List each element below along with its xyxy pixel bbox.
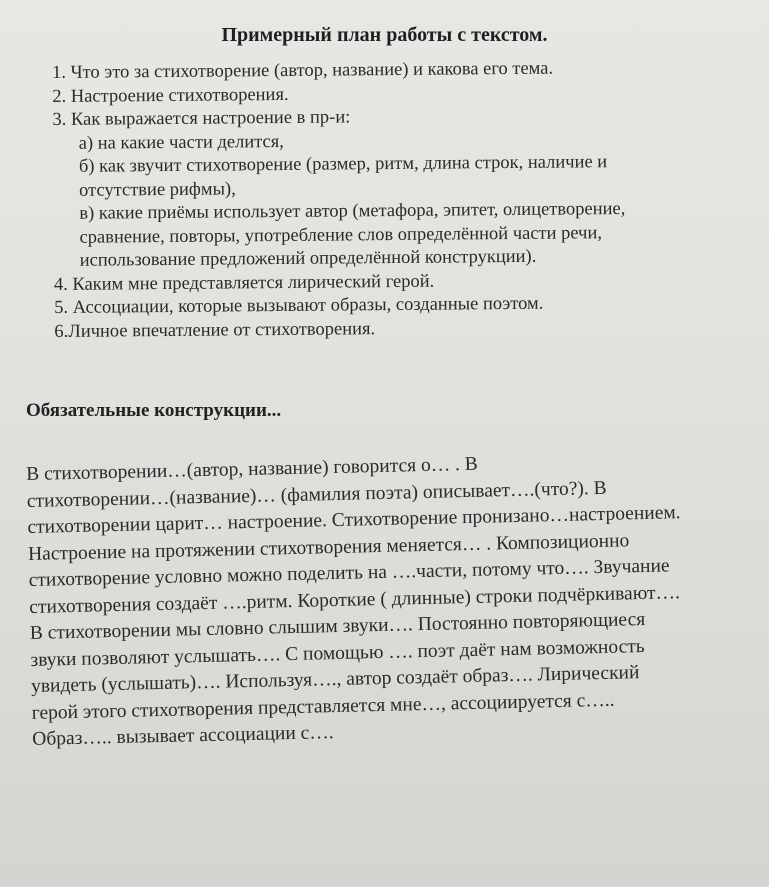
plan-item-2: 2. Настроение стихотворения.: [52, 84, 289, 107]
plan-subitem-a: а) на какие части делится,: [78, 131, 284, 154]
body-line: В стихотворении…(автор, название) говорится о… . В: [26, 453, 479, 485]
plan-subitem-b: б) как звучит стихотворение (размер, ритм, длина строк, наличие и: [78, 152, 608, 177]
plan-item-6: 6.Личное впечатление от стихотворения.: [54, 318, 376, 342]
body-line: стихотворении…(название)… (фамилия поэта) описывает….(что?). В: [26, 477, 607, 512]
body-line: стихотворения создаёт ….ритм. Короткие ( длинные) строки подчёркивают….: [29, 581, 681, 618]
body-paragraph: [26, 445, 762, 753]
plan-subitem-v: в) какие приёмы использует автор (метафора, эпитет, олицетворение,: [79, 199, 626, 224]
plan-subitem-v-cont-1: сравнение, повторы, употребление слов определённой части речи,: [79, 222, 603, 248]
body-line: герой этого стихотворения представляется мне…, ассоциируется с…..: [31, 689, 615, 724]
body-line: Образ….. вызывает ассоциации с….: [32, 722, 334, 750]
body-line: Настроение на протяжении стихотворения меняется… . Композиционно: [27, 529, 630, 565]
plan-item-4: 4. Каким мне представляется лирический герой.: [53, 271, 435, 295]
plan-item-1: 1. Что это за стихотворение (автор, название) и какова его тема.: [52, 58, 554, 83]
plan-list: [52, 56, 754, 344]
body-line: стихотворение условно можно поделить на ….части, потому что…. Звучание: [28, 555, 670, 591]
plan-item-5: 5. Ассоциации, которые вызывают образы, созданные поэтом.: [54, 293, 544, 318]
plan-subitem-v-cont-2: использование предложений определённой конструкции).: [79, 246, 537, 271]
body-line: увидеть (услышать)…. Используя…., автор создаёт образ…. Лирический: [30, 662, 640, 697]
body-line: звуки позволяют услышать…. С помощью …. поэт даёт нам возможность: [30, 635, 645, 671]
plan-item-3: 3. Как выражается настроение в пр-и:: [52, 107, 351, 130]
document-title: Примерный план работы с текстом.: [221, 24, 548, 46]
section-title: Обязательные конструкции...: [26, 400, 282, 421]
plan-subitem-b-cont: отсутствие рифмы),: [79, 178, 236, 201]
body-line: В стихотворении мы словно слышим звуки…. Постоянно повторяющиеся: [29, 608, 646, 644]
body-line: стихотворении царит… настроение. Стихотворение пронизано…настроением.: [27, 502, 681, 538]
